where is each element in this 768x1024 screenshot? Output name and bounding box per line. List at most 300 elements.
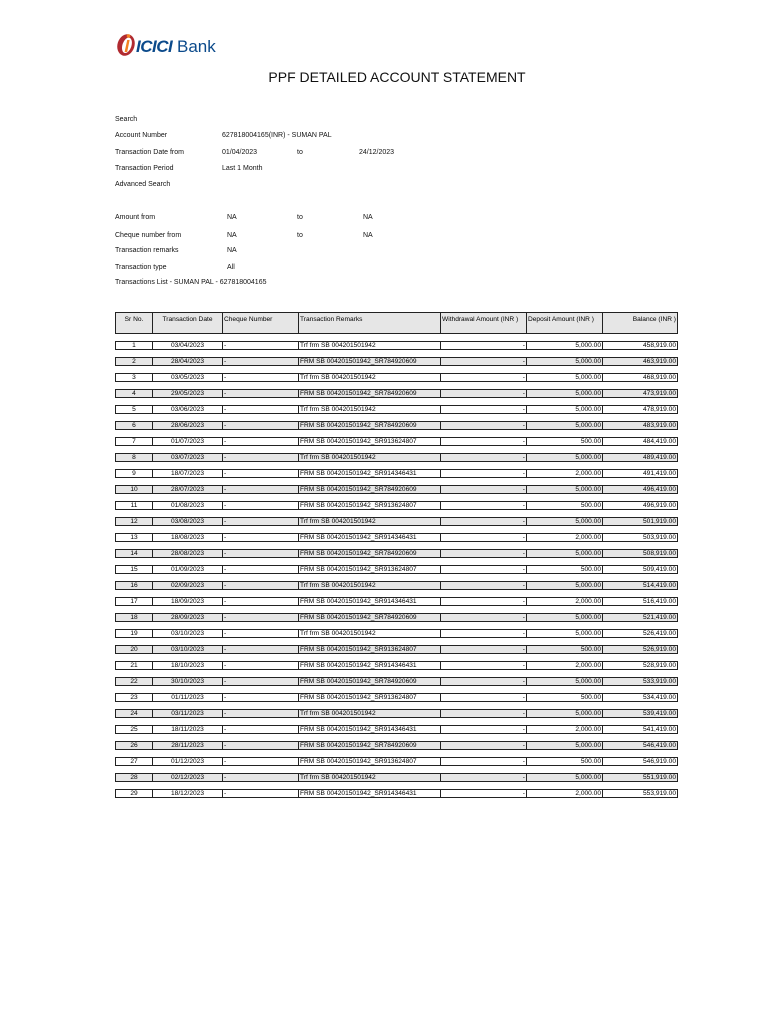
logo-text-bank: Bank [177,37,216,56]
cell-deposit: 5,000.00 [527,390,603,398]
cell-sr-no: 3 [116,374,153,382]
cell-cheque: - [223,550,299,558]
period-label: Transaction Period [115,165,174,172]
cell-remarks: FRM SB 004201501942_SR784920609 [299,742,441,750]
cell-date: 01/07/2023 [153,438,223,446]
cell-balance: 484,419.00 [603,438,678,446]
amount-to-label: to [297,214,303,221]
date-from-label: Transaction Date from [115,149,184,156]
cell-date: 28/06/2023 [153,422,223,430]
col-header-remarks: Transaction Remarks [299,313,441,334]
cell-remarks: Trf frm SB 004201501942 [299,630,441,638]
cell-deposit: 5,000.00 [527,342,603,350]
cell-withdrawal: - [441,454,527,462]
cell-date: 03/08/2023 [153,518,223,526]
cell-remarks: Trf frm SB 004201501942 [299,374,441,382]
cell-cheque: - [223,646,299,654]
cell-sr-no: 14 [116,550,153,558]
row-spacer-cell [116,686,678,694]
cell-balance: 526,419.00 [603,630,678,638]
table-row [116,406,678,414]
row-spacer-cell [116,510,678,518]
cell-sr-no: 20 [116,646,153,654]
row-spacer [116,718,678,726]
cell-cheque: - [223,630,299,638]
cell-sr-no: 7 [116,438,153,446]
row-spacer [116,606,678,614]
cell-cheque: - [223,662,299,670]
cell-cheque: - [223,518,299,526]
cell-balance: 533,919.00 [603,678,678,686]
cell-sr-no: 11 [116,502,153,510]
cell-remarks: FRM SB 004201501942_SR913624807 [299,758,441,766]
row-spacer-cell [116,638,678,646]
cell-deposit: 5,000.00 [527,358,603,366]
remarks-value: NA [227,247,237,254]
cell-remarks: FRM SB 004201501942_SR913624807 [299,646,441,654]
cell-deposit: 5,000.00 [527,678,603,686]
cell-withdrawal: - [441,582,527,590]
cell-sr-no: 2 [116,358,153,366]
cell-balance: 551,919.00 [603,774,678,782]
cell-sr-no: 19 [116,630,153,638]
table-row [116,534,678,542]
cell-date: 30/10/2023 [153,678,223,686]
row-spacer-cell [116,430,678,438]
row-spacer-cell [116,334,678,342]
cheque-from-value: NA [227,232,237,239]
cell-withdrawal: - [441,390,527,398]
cell-balance: 483,919.00 [603,422,678,430]
cell-date: 01/12/2023 [153,758,223,766]
cell-withdrawal: - [441,470,527,478]
row-spacer [116,462,678,470]
cell-date: 01/08/2023 [153,502,223,510]
cell-date: 03/10/2023 [153,630,223,638]
cell-deposit: 5,000.00 [527,582,603,590]
cell-sr-no: 1 [116,342,153,350]
table-row [116,470,678,478]
row-spacer [116,638,678,646]
row-spacer-cell [116,446,678,454]
row-spacer [116,478,678,486]
table-row [116,358,678,366]
cell-withdrawal: - [441,758,527,766]
cell-balance: 463,919.00 [603,358,678,366]
cell-date: 18/08/2023 [153,534,223,542]
cell-cheque: - [223,758,299,766]
cell-withdrawal: - [441,694,527,702]
date-to-value: 24/12/2023 [359,149,395,156]
account-number-value: 627818004165(INR) - SUMAN PAL [222,132,332,139]
cell-sr-no: 15 [116,566,153,574]
cell-withdrawal: - [441,358,527,366]
cell-cheque: - [223,678,299,686]
cell-remarks: FRM SB 004201501942_SR784920609 [299,358,441,366]
cell-deposit: 5,000.00 [527,742,603,750]
cell-date: 03/11/2023 [153,710,223,718]
cell-withdrawal: - [441,774,527,782]
row-spacer-cell [116,462,678,470]
cell-balance: 516,419.00 [603,598,678,606]
cell-remarks: FRM SB 004201501942_SR784920609 [299,486,441,494]
table-row [116,630,678,638]
cell-withdrawal: - [441,614,527,622]
account-number-label: Account Number [115,132,168,139]
row-spacer [116,526,678,534]
icici-logo-icon [115,30,137,58]
cell-withdrawal: - [441,438,527,446]
cell-remarks: FRM SB 004201501942_SR914346431 [299,726,441,734]
cell-remarks: FRM SB 004201501942_SR784920609 [299,678,441,686]
cell-deposit: 5,000.00 [527,374,603,382]
cell-sr-no: 17 [116,598,153,606]
row-spacer [116,494,678,502]
row-spacer [116,334,678,342]
cell-remarks: FRM SB 004201501942_SR913624807 [299,566,441,574]
cell-sr-no: 12 [116,518,153,526]
row-spacer [116,702,678,710]
table-row [116,374,678,382]
cell-date: 18/11/2023 [153,726,223,734]
row-spacer-cell [116,350,678,358]
table-row [116,518,678,526]
table-row [116,662,678,670]
table-row [116,646,678,654]
cell-withdrawal: - [441,502,527,510]
cell-withdrawal: - [441,790,527,798]
cell-deposit: 500.00 [527,566,603,574]
cell-sr-no: 13 [116,534,153,542]
cell-deposit: 500.00 [527,758,603,766]
table-row [116,502,678,510]
cell-date: 18/12/2023 [153,790,223,798]
cell-deposit: 5,000.00 [527,486,603,494]
cell-sr-no: 8 [116,454,153,462]
row-spacer-cell [116,526,678,534]
row-spacer-cell [116,766,678,774]
cell-balance: 473,919.00 [603,390,678,398]
cell-date: 02/09/2023 [153,582,223,590]
table-row [116,774,678,782]
row-spacer [116,782,678,790]
table-row [116,550,678,558]
cell-withdrawal: - [441,406,527,414]
cell-withdrawal: - [441,646,527,654]
cell-withdrawal: - [441,710,527,718]
cell-cheque: - [223,374,299,382]
cell-date: 03/05/2023 [153,374,223,382]
row-spacer-cell [116,702,678,710]
cell-remarks: FRM SB 004201501942_SR784920609 [299,550,441,558]
cell-date: 28/09/2023 [153,614,223,622]
row-spacer-cell [116,734,678,742]
cell-balance: 508,919.00 [603,550,678,558]
cell-deposit: 2,000.00 [527,534,603,542]
col-header-sr-no: Sr No. [116,313,153,334]
cell-date: 02/12/2023 [153,774,223,782]
cell-cheque: - [223,614,299,622]
table-row [116,742,678,750]
cell-cheque: - [223,454,299,462]
cell-deposit: 2,000.00 [527,790,603,798]
cell-balance: 539,419.00 [603,710,678,718]
row-spacer [116,750,678,758]
cell-remarks: FRM SB 004201501942_SR913624807 [299,438,441,446]
cell-sr-no: 24 [116,710,153,718]
cell-cheque: - [223,390,299,398]
cell-cheque: - [223,406,299,414]
cell-date: 03/07/2023 [153,454,223,462]
cell-sr-no: 5 [116,406,153,414]
period-value: Last 1 Month [222,165,263,172]
cell-sr-no: 26 [116,742,153,750]
cell-cheque: - [223,726,299,734]
cell-sr-no: 23 [116,694,153,702]
cell-cheque: - [223,774,299,782]
remarks-label: Transaction remarks [115,247,179,254]
row-spacer-cell [116,750,678,758]
cell-cheque: - [223,710,299,718]
cell-deposit: 5,000.00 [527,422,603,430]
cell-date: 18/10/2023 [153,662,223,670]
table-row [116,342,678,350]
cell-balance: 546,419.00 [603,742,678,750]
cell-balance: 553,919.00 [603,790,678,798]
cell-cheque: - [223,566,299,574]
cell-remarks: Trf frm SB 004201501942 [299,710,441,718]
cheque-to-label: to [297,232,303,239]
cell-withdrawal: - [441,422,527,430]
cell-sr-no: 22 [116,678,153,686]
col-header-deposit: Deposit Amount (INR ) [527,313,603,334]
row-spacer-cell [116,494,678,502]
col-header-cheque: Cheque Number [223,313,299,334]
cell-cheque: - [223,422,299,430]
cell-sr-no: 21 [116,662,153,670]
amount-to-value: NA [363,214,373,221]
cell-balance: 509,419.00 [603,566,678,574]
transaction-type-label: Transaction type [115,264,167,271]
cell-cheque: - [223,534,299,542]
row-spacer [116,558,678,566]
row-spacer [116,622,678,630]
cell-date: 03/06/2023 [153,406,223,414]
table-row [116,582,678,590]
cell-sr-no: 10 [116,486,153,494]
date-to-label: to [297,149,303,156]
row-spacer [116,398,678,406]
cell-remarks: Trf frm SB 004201501942 [299,342,441,350]
cell-withdrawal: - [441,374,527,382]
transactions-list-title: Transactions List - SUMAN PAL - 627818004165 [115,279,267,286]
cell-sr-no: 9 [116,470,153,478]
cell-balance: 468,919.00 [603,374,678,382]
cell-withdrawal: - [441,518,527,526]
row-spacer [116,510,678,518]
table-header-row [116,313,678,334]
cell-date: 01/09/2023 [153,566,223,574]
row-spacer [116,430,678,438]
row-spacer [116,574,678,582]
cell-remarks: Trf frm SB 004201501942 [299,774,441,782]
cell-deposit: 5,000.00 [527,614,603,622]
cell-remarks: FRM SB 004201501942_SR914346431 [299,662,441,670]
cell-date: 18/09/2023 [153,598,223,606]
cell-withdrawal: - [441,630,527,638]
cell-remarks: FRM SB 004201501942_SR914346431 [299,534,441,542]
row-spacer [116,654,678,662]
cell-sr-no: 29 [116,790,153,798]
cell-cheque: - [223,790,299,798]
cell-cheque: - [223,438,299,446]
cell-cheque: - [223,358,299,366]
cell-balance: 458,919.00 [603,342,678,350]
date-from-value: 01/04/2023 [222,149,258,156]
cell-balance: 528,919.00 [603,662,678,670]
cell-date: 01/11/2023 [153,694,223,702]
row-spacer-cell [116,398,678,406]
cell-withdrawal: - [441,598,527,606]
table-row [116,454,678,462]
cell-remarks: FRM SB 004201501942_SR914346431 [299,790,441,798]
page-title: PPF DETAILED ACCOUNT STATEMENT [268,69,526,85]
cell-sr-no: 27 [116,758,153,766]
cell-balance: 521,419.00 [603,614,678,622]
row-spacer-cell [116,542,678,550]
table-row [116,678,678,686]
row-spacer-cell [116,574,678,582]
cell-deposit: 500.00 [527,694,603,702]
cell-sr-no: 18 [116,614,153,622]
cell-deposit: 5,000.00 [527,406,603,414]
cell-sr-no: 16 [116,582,153,590]
row-spacer [116,414,678,422]
cell-balance: 491,419.00 [603,470,678,478]
cell-deposit: 500.00 [527,646,603,654]
table-row [116,422,678,430]
cell-balance: 514,419.00 [603,582,678,590]
cell-deposit: 5,000.00 [527,550,603,558]
cell-withdrawal: - [441,550,527,558]
cell-deposit: 5,000.00 [527,518,603,526]
row-spacer-cell [116,782,678,790]
row-spacer-cell [116,414,678,422]
transaction-type-value: All [227,264,235,271]
cell-remarks: FRM SB 004201501942_SR914346431 [299,598,441,606]
cell-withdrawal: - [441,662,527,670]
row-spacer [116,734,678,742]
cell-withdrawal: - [441,486,527,494]
table-row [116,614,678,622]
row-spacer [116,366,678,374]
row-spacer [116,446,678,454]
cell-withdrawal: - [441,566,527,574]
row-spacer [116,382,678,390]
cell-balance: 478,919.00 [603,406,678,414]
cell-remarks: FRM SB 004201501942_SR914346431 [299,470,441,478]
table-row [116,598,678,606]
row-spacer-cell [116,718,678,726]
cell-deposit: 500.00 [527,502,603,510]
table-row [116,438,678,446]
cell-sr-no: 4 [116,390,153,398]
cell-date: 03/04/2023 [153,342,223,350]
row-spacer [116,686,678,694]
search-heading: Search [115,116,138,123]
cell-withdrawal: - [441,678,527,686]
table-row [116,790,678,798]
cell-withdrawal: - [441,342,527,350]
cell-cheque: - [223,742,299,750]
cell-sr-no: 28 [116,774,153,782]
cell-cheque: - [223,486,299,494]
table-row [116,694,678,702]
cell-remarks: Trf frm SB 004201501942 [299,454,441,462]
cell-balance: 501,919.00 [603,518,678,526]
cell-balance: 541,419.00 [603,726,678,734]
table-row [116,726,678,734]
cell-balance: 489,419.00 [603,454,678,462]
cell-withdrawal: - [441,726,527,734]
cell-remarks: FRM SB 004201501942_SR784920609 [299,614,441,622]
cell-deposit: 2,000.00 [527,662,603,670]
cell-remarks: FRM SB 004201501942_SR913624807 [299,502,441,510]
table-row [116,758,678,766]
cell-cheque: - [223,342,299,350]
cell-withdrawal: - [441,534,527,542]
row-spacer-cell [116,478,678,486]
cheque-from-label: Cheque number from [115,232,182,239]
cell-remarks: Trf frm SB 004201501942 [299,406,441,414]
row-spacer-cell [116,606,678,614]
amount-from-label: Amount from [115,214,156,221]
cell-cheque: - [223,598,299,606]
col-header-date: Transaction Date [153,313,223,334]
cell-date: 28/11/2023 [153,742,223,750]
cell-date: 28/04/2023 [153,358,223,366]
cell-date: 03/10/2023 [153,646,223,654]
cell-date: 28/07/2023 [153,486,223,494]
cell-deposit: 2,000.00 [527,470,603,478]
table-row [116,486,678,494]
amount-from-value: NA [227,214,237,221]
cell-cheque: - [223,694,299,702]
cell-remarks: FRM SB 004201501942_SR913624807 [299,694,441,702]
cell-withdrawal: - [441,742,527,750]
cell-remarks: Trf frm SB 004201501942 [299,518,441,526]
cell-deposit: 500.00 [527,438,603,446]
transactions-table [115,312,678,798]
cell-remarks: FRM SB 004201501942_SR784920609 [299,390,441,398]
cell-date: 28/08/2023 [153,550,223,558]
row-spacer [116,542,678,550]
cell-balance: 526,919.00 [603,646,678,654]
row-spacer-cell [116,558,678,566]
cell-deposit: 5,000.00 [527,710,603,718]
row-spacer [116,590,678,598]
row-spacer [116,766,678,774]
cell-cheque: - [223,582,299,590]
cell-sr-no: 6 [116,422,153,430]
col-header-withdrawal: Withdrawal Amount (INR ) [441,313,527,334]
cheque-to-value: NA [363,232,373,239]
cell-sr-no: 25 [116,726,153,734]
cell-remarks: Trf frm SB 004201501942 [299,582,441,590]
row-spacer [116,350,678,358]
cell-deposit: 5,000.00 [527,630,603,638]
logo-text-icici: ICICI [136,37,173,56]
